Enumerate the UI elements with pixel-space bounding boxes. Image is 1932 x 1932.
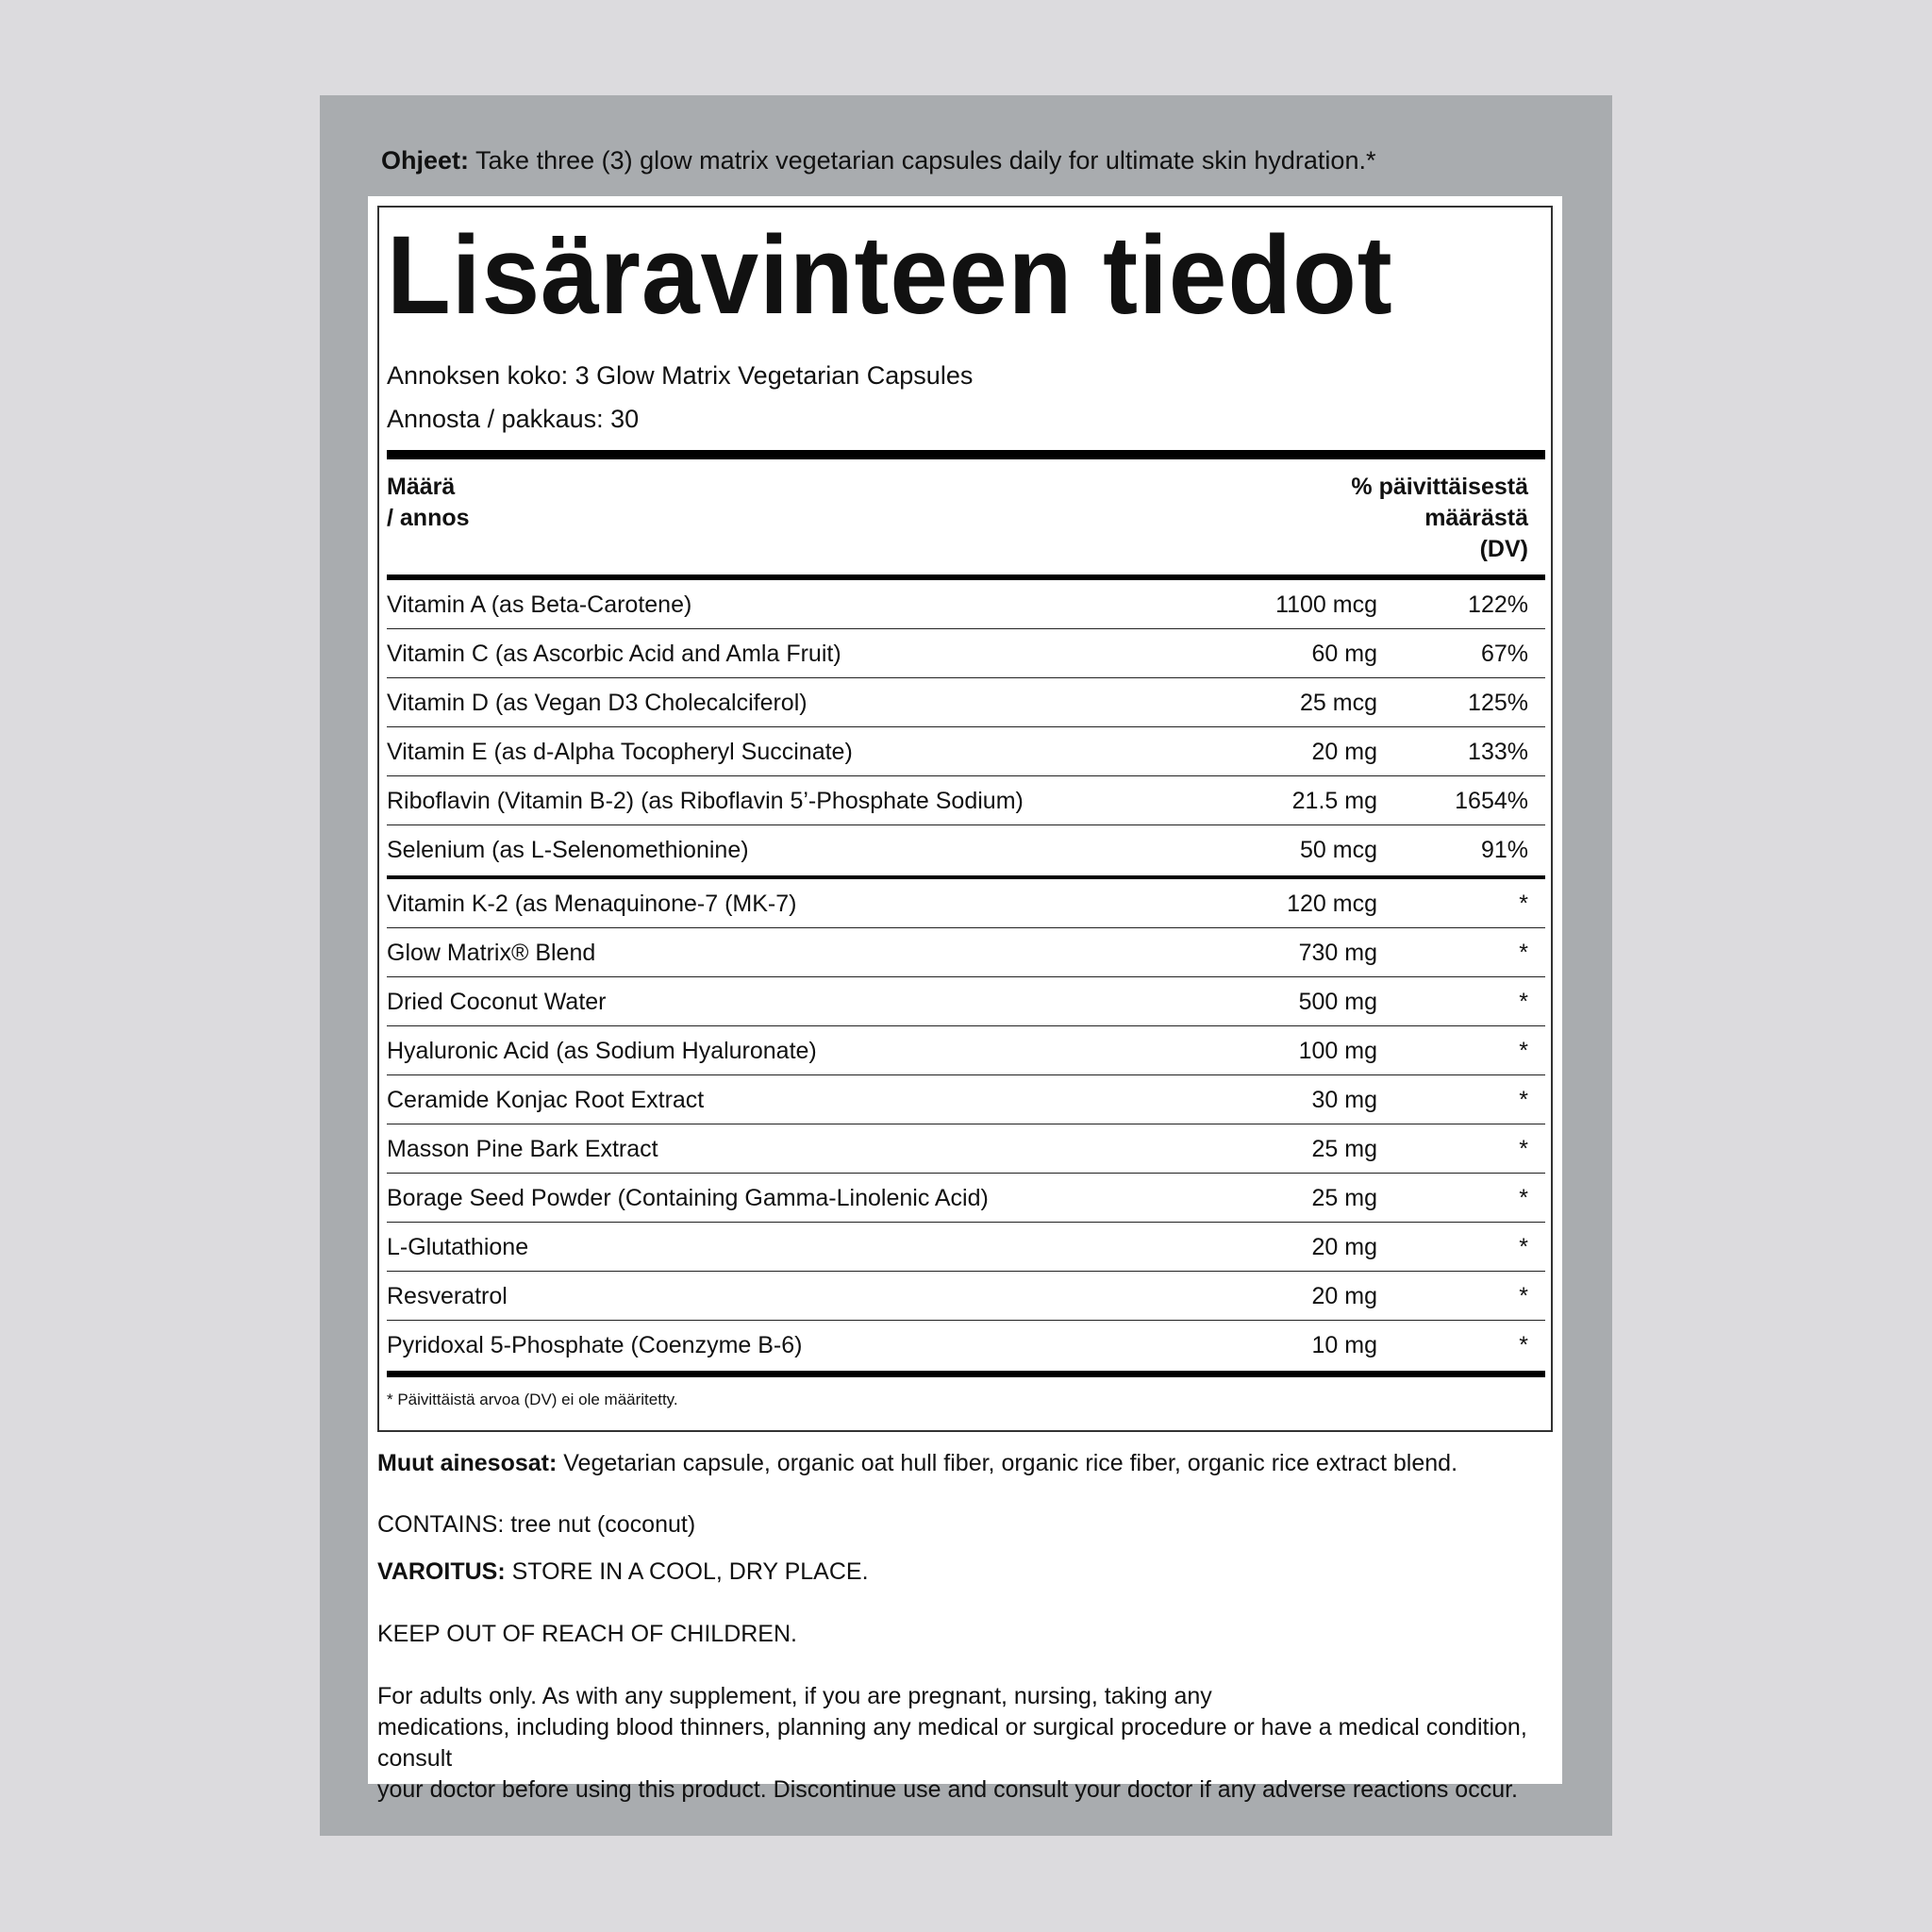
ingredient-amount: 20 mg <box>1311 1283 1377 1309</box>
table-row <box>387 678 1545 727</box>
nutrient-dv: 133% <box>1468 739 1528 765</box>
warning-text: STORE IN A COOL, DRY PLACE. <box>505 1558 869 1585</box>
adults-warning-line1: For adults only. As with any supplement, if you are pregnant, nursing, taking any <box>377 1683 1212 1709</box>
ingredient-amount: 730 mg <box>1298 940 1377 966</box>
table-row <box>387 1321 1545 1370</box>
ingredient-dv: * <box>1519 1087 1528 1113</box>
thick-rule-bottom <box>387 1371 1545 1377</box>
table-row <box>387 825 1545 874</box>
ingredient-amount: 25 mg <box>1311 1136 1377 1162</box>
facts-title: Lisäravinteen tiedot <box>387 213 1393 338</box>
table-row <box>387 727 1545 776</box>
amount-header-line2: / annos <box>387 505 470 531</box>
table-row <box>387 1075 1545 1124</box>
table-row <box>387 977 1545 1026</box>
dv-header-line2: määrästä <box>1424 505 1528 531</box>
servings-per-container: Annosta / pakkaus: 30 <box>387 405 640 433</box>
nutrient-amount: 21.5 mg <box>1291 788 1377 814</box>
amount-per-serving-header <box>387 472 470 534</box>
dv-header-line1: % päivittäisestä <box>1351 474 1528 500</box>
ingredient-dv: * <box>1519 1038 1528 1064</box>
ingredient-dv: * <box>1519 1234 1528 1260</box>
ingredient-amount: 120 mcg <box>1287 891 1377 917</box>
ingredient-name: Ceramide Konjac Root Extract <box>387 1087 705 1113</box>
nutrient-name: Vitamin E (as d-Alpha Tocopheryl Succinate) <box>387 739 853 765</box>
nutrient-amount: 50 mcg <box>1300 837 1377 863</box>
ingredient-dv: * <box>1519 989 1528 1015</box>
nutrient-name: Selenium (as L-Selenomethionine) <box>387 837 749 863</box>
nutrient-dv: 91% <box>1480 837 1528 863</box>
nutrient-name: Vitamin A (as Beta-Carotene) <box>387 591 692 618</box>
nutrient-dv: 125% <box>1468 690 1528 716</box>
ingredient-dv: * <box>1519 1136 1528 1162</box>
thick-rule-top <box>387 450 1545 459</box>
ingredient-dv: * <box>1519 1185 1528 1211</box>
table-row <box>387 776 1545 825</box>
directions-text: Take three (3) glow matrix vegetarian capsules daily for ultimate skin hydration.* <box>469 146 1376 175</box>
table-row <box>387 928 1545 977</box>
table-row <box>387 879 1545 928</box>
directions-label: Ohjeet: <box>381 146 470 175</box>
ingredient-name: Hyaluronic Acid (as Sodium Hyaluronate) <box>387 1038 817 1064</box>
keep-out-statement: KEEP OUT OF REACH OF CHILDREN. <box>377 1621 797 1647</box>
warning-label: VAROITUS: <box>377 1558 506 1585</box>
other-ingredients-text: Vegetarian capsule, organic oat hull fiber, organic rice fiber, organic rice extract blend. <box>557 1450 1458 1476</box>
other-ingredients-label: Muut ainesosat: <box>377 1450 558 1476</box>
adults-warning-line2: medications, including blood thinners, planning any medical or surgical procedure or have a medical condition, consult <box>377 1714 1527 1772</box>
ingredient-name: Masson Pine Bark Extract <box>387 1136 658 1162</box>
ingredient-amount: 100 mg <box>1298 1038 1377 1064</box>
table-row <box>387 1026 1545 1075</box>
nutrient-dv: 67% <box>1480 641 1528 667</box>
table-row <box>387 1272 1545 1321</box>
warning <box>377 1557 1553 1588</box>
table-row <box>387 1223 1545 1272</box>
ingredient-amount: 10 mg <box>1311 1332 1377 1358</box>
ingredient-name: L-Glutathione <box>387 1234 529 1260</box>
table-row <box>387 1124 1545 1174</box>
nutrient-dv: 1654% <box>1455 788 1528 814</box>
ingredient-dv: * <box>1519 891 1528 917</box>
daily-value-header <box>1351 472 1528 565</box>
nutrient-dv: 122% <box>1468 591 1528 618</box>
table-row <box>387 580 1545 629</box>
ingredient-dv: * <box>1519 940 1528 966</box>
ingredient-dv: * <box>1519 1332 1528 1358</box>
adults-warning <box>377 1681 1553 1806</box>
ingredient-name: Borage Seed Powder (Containing Gamma-Linolenic Acid) <box>387 1185 989 1211</box>
nutrient-amount: 20 mg <box>1311 739 1377 765</box>
ingredient-name: Pyridoxal 5-Phosphate (Coenzyme B-6) <box>387 1332 803 1358</box>
contains-statement: CONTAINS: tree nut (coconut) <box>377 1511 696 1538</box>
nutrient-name: Vitamin D (as Vegan D3 Cholecalciferol) <box>387 690 808 716</box>
ingredient-name: Vitamin K-2 (as Menaquinone-7 (MK-7) <box>387 891 797 917</box>
amount-header-line1: Määrä <box>387 474 456 500</box>
ingredient-name: Glow Matrix® Blend <box>387 940 596 966</box>
nutrient-amount: 60 mg <box>1311 641 1377 667</box>
ingredient-name: Resveratrol <box>387 1283 508 1309</box>
ingredient-amount: 25 mg <box>1311 1185 1377 1211</box>
nutrient-name: Riboflavin (Vitamin B-2) (as Riboflavin 5’-Phosphate Sodium) <box>387 788 1024 814</box>
ingredient-amount: 20 mg <box>1311 1234 1377 1260</box>
ingredient-amount: 30 mg <box>1311 1087 1377 1113</box>
table-row <box>387 1174 1545 1223</box>
adults-warning-line3: your doctor before using this product. Discontinue use and consult your doctor if any adverse reactions occur. <box>377 1776 1518 1803</box>
table-row <box>387 629 1545 678</box>
dv-footnote: * Päivittäistä arvoa (DV) ei ole määritetty. <box>387 1391 678 1408</box>
dv-header-line3: (DV) <box>1479 536 1528 562</box>
serving-size: Annoksen koko: 3 Glow Matrix Vegetarian Capsules <box>387 361 974 390</box>
nutrient-name: Vitamin C (as Ascorbic Acid and Amla Fruit) <box>387 641 841 667</box>
directions <box>381 143 1560 177</box>
ingredient-amount: 500 mg <box>1298 989 1377 1015</box>
nutrient-amount: 25 mcg <box>1300 690 1377 716</box>
ingredient-name: Dried Coconut Water <box>387 989 607 1015</box>
ingredient-dv: * <box>1519 1283 1528 1309</box>
nutrient-amount: 1100 mcg <box>1275 591 1377 618</box>
other-ingredients <box>377 1448 1553 1479</box>
